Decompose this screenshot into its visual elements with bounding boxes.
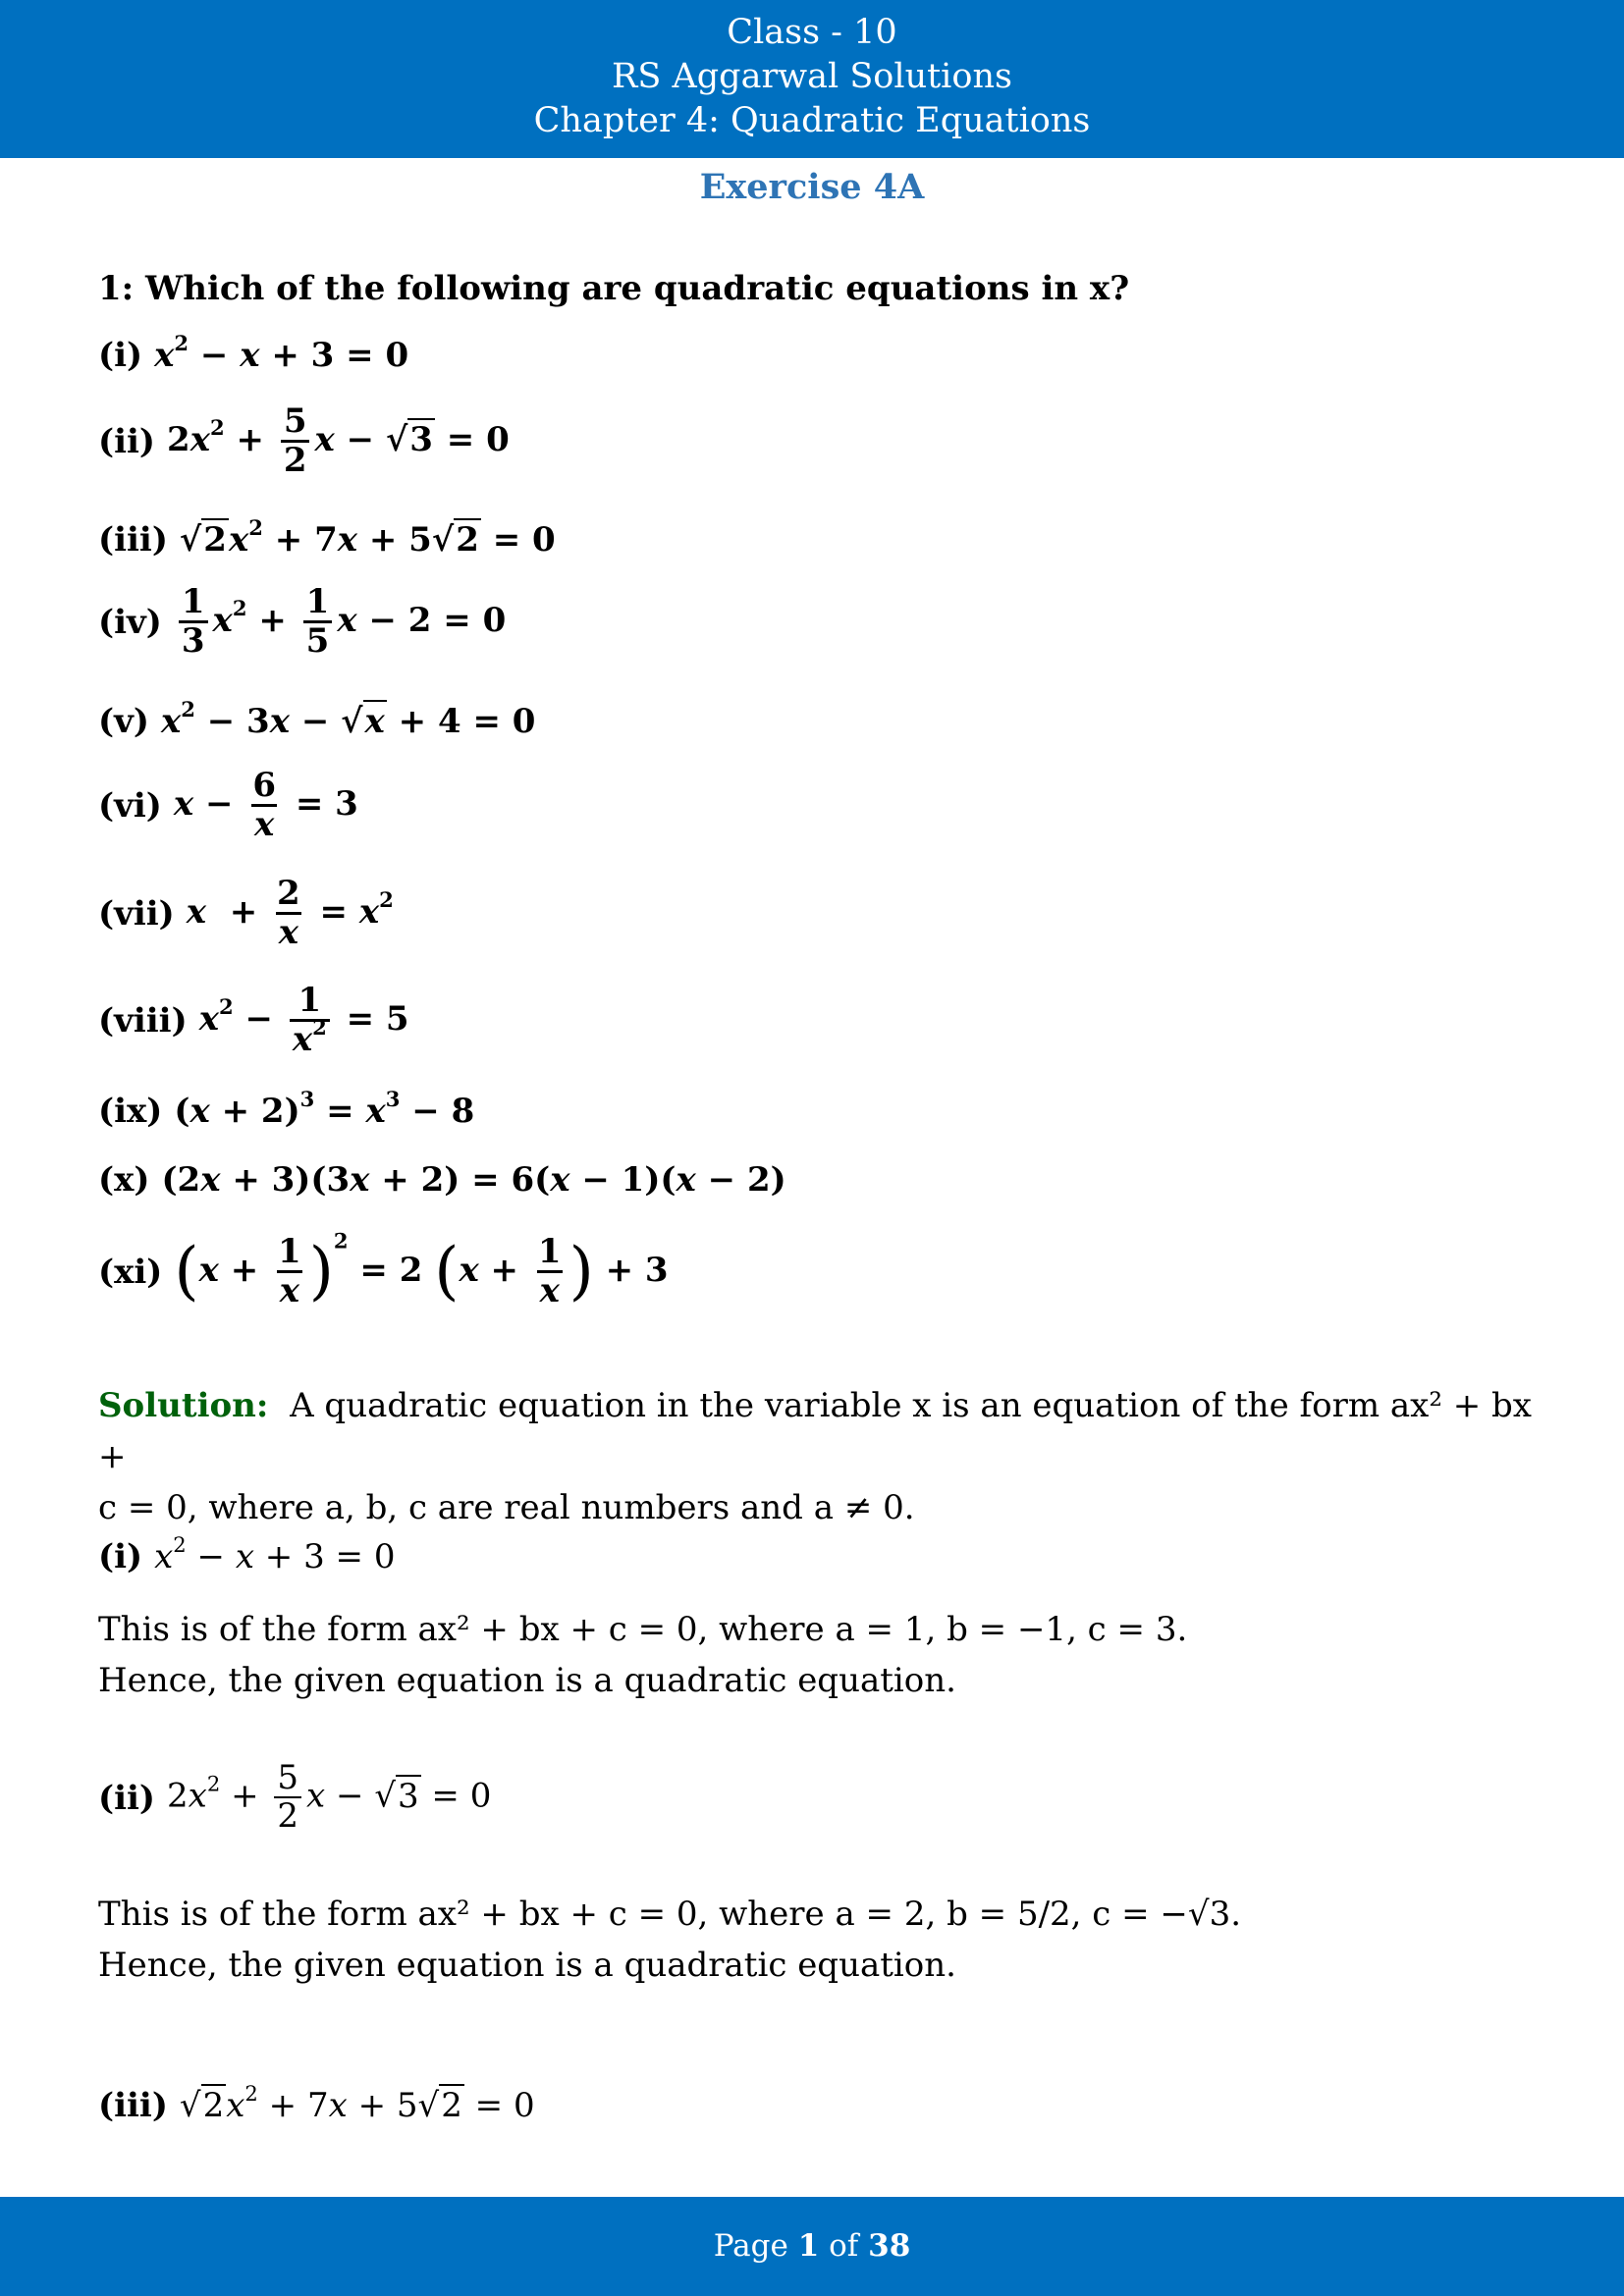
item-label: (viii) <box>98 1001 188 1041</box>
item-label: (ix) <box>98 1092 163 1131</box>
page-footer <box>0 2197 1624 2296</box>
item-equation: x + $\frac{2}{x}$ = $x^2$ <box>186 874 394 952</box>
question-item-10 <box>98 1160 786 1200</box>
item-equation: (2x + 3)(3x + 2) = 6(x − 1)(x − 2) <box>161 1160 786 1200</box>
question-item-1 <box>98 331 409 375</box>
question-item-9 <box>98 1087 475 1131</box>
header-class: Class - 10 <box>727 13 897 52</box>
solution-part-3-equation <box>98 2081 535 2125</box>
item-equation: x − $\frac{6}{x}$ = 3 <box>173 766 358 844</box>
part-equation: $2x^2$ + $\frac{5}{2}$ x − √3 = 0 <box>167 1758 492 1836</box>
item-equation: $√2x^2 + 7x + 5√2 = 0$ <box>179 515 556 560</box>
question-item-4 <box>98 582 507 661</box>
solution-part-1-text <box>98 1604 1542 1706</box>
solution-part-2-text <box>98 1889 1542 1991</box>
solution-part-1-equation <box>98 1532 396 1576</box>
item-equation: $x^2 - x + 3 = 0$ <box>154 331 409 375</box>
item-label: (xi) <box>98 1253 163 1293</box>
part-form-line: This is of the form ax² + bx + c = 0, where a = 2, b = 5/2, c = −√3. <box>98 1895 1242 1934</box>
part-form-line: This is of the form ax² + bx + c = 0, where a = 1, b = −1, c = 3. <box>98 1610 1188 1649</box>
part-label: (i) <box>98 1537 143 1576</box>
question-item-7 <box>98 874 394 952</box>
item-label: (vi) <box>98 786 162 827</box>
exercise-title: Exercise 4A <box>699 167 925 207</box>
part-conclusion: Hence, the given equation is a quadratic equation. <box>98 1661 956 1700</box>
item-equation: (x + $\frac{1}{x}$ )$^2$ = 2 (x + $\frac{1}{x}$ ) + 3 <box>174 1228 669 1310</box>
footer-of: of <box>829 2228 859 2264</box>
item-label: (i) <box>98 336 143 375</box>
item-equation: $x^2$ − $\frac{1}{x^2}$ = 5 <box>198 981 409 1059</box>
question-item-11 <box>98 1228 669 1310</box>
solution-intro-line2: c = 0, where a, b, c are real numbers and a ≠ 0. <box>98 1488 915 1527</box>
item-equation: $\frac{1}{3}$ $x^2$ + $\frac{1}{5}$ x − 2 = 0 <box>174 585 506 660</box>
question-item-2 <box>98 401 510 480</box>
page-header <box>0 0 1624 158</box>
header-book: RS Aggarwal Solutions <box>612 57 1012 96</box>
question-text: 1: Which of the following are quadratic equations in x? <box>98 269 1130 308</box>
item-equation: $(x + 2)^3 = x^3 - 8$ <box>174 1087 475 1131</box>
item-equation: $x^2 - 3x - √x + 4 = 0$ <box>160 697 536 741</box>
question-item-8 <box>98 981 409 1059</box>
solution-intro-line1: A quadratic equation in the variable x is an equation of the form ax² + bx + <box>98 1386 1532 1476</box>
part-conclusion: Hence, the given equation is a quadratic equation. <box>98 1946 956 1985</box>
solution-part-2-equation <box>98 1758 492 1836</box>
solution-label: Solution: <box>98 1386 269 1425</box>
question-item-5 <box>98 697 536 741</box>
question-item-6 <box>98 766 358 844</box>
item-label: (iii) <box>98 520 168 560</box>
part-equation: $√2x^2 + 7x + 5√2 = 0$ <box>179 2081 535 2125</box>
part-equation: $x^2 - x + 3 = 0$ <box>154 1532 396 1576</box>
solution-intro <box>98 1380 1542 1533</box>
footer-total-pages: 38 <box>868 2228 911 2264</box>
item-label: (vii) <box>98 894 175 934</box>
item-label: (x) <box>98 1160 150 1200</box>
part-label: (iii) <box>98 2086 168 2125</box>
item-label: (v) <box>98 702 149 741</box>
item-label: (ii) <box>98 422 156 462</box>
part-label: (ii) <box>98 1778 156 1818</box>
item-label: (iv) <box>98 603 162 643</box>
header-chapter: Chapter 4: Quadratic Equations <box>533 101 1091 140</box>
footer-page-prefix: Page <box>713 2228 788 2264</box>
item-equation: $2x^2$ + $\frac{5}{2}$ x − √3 = 0 <box>167 401 510 480</box>
question-item-3 <box>98 515 556 560</box>
footer-page-number: 1 <box>797 2228 820 2264</box>
